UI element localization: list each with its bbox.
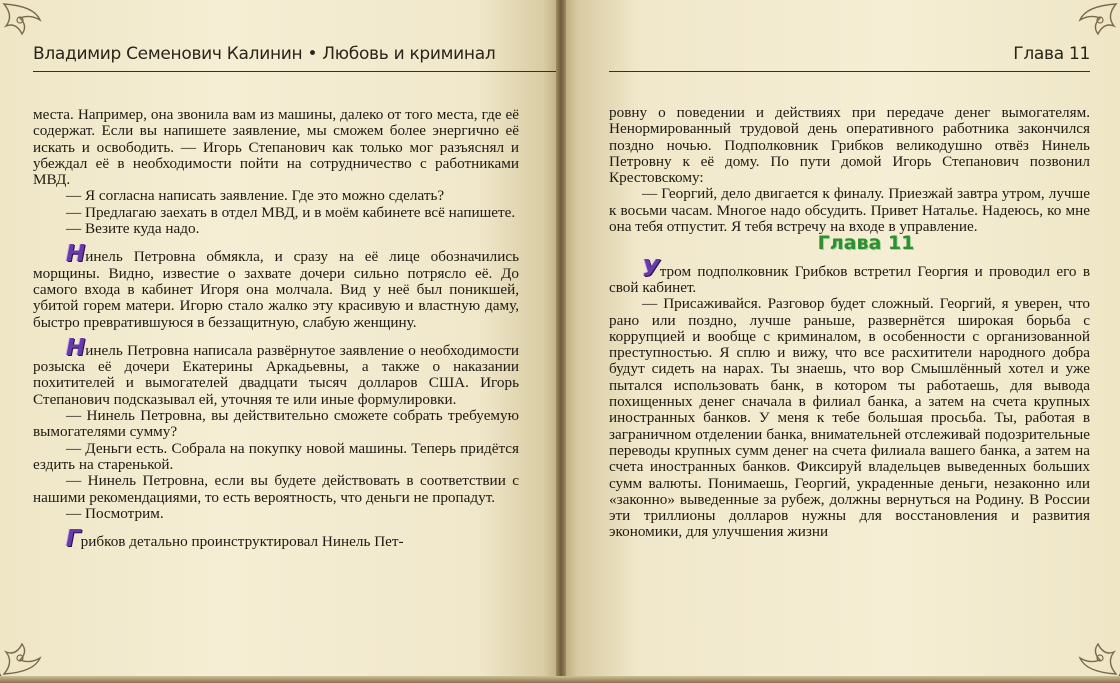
drop-cap: Н	[66, 334, 86, 361]
paragraph-text: — Посмотрим.	[66, 504, 164, 522]
right-page[interactable]	[561, 0, 1120, 678]
book-spine	[556, 0, 566, 683]
paragraph	[33, 506, 519, 522]
paragraph	[33, 526, 519, 553]
header-divider	[33, 71, 561, 72]
paragraph	[33, 241, 519, 331]
paragraph-text: — Присаживайся. Разговор будет сложный. Георгий, я уверен, что рано или поздно, лучше раньше, развернётся широкая борьба с коррупцией и вообще с криминалом, в особенности с организованной преступностью. Я сплю и вижу, что все расхитители народного добра будут сидеть на нарах. Ты знаешь, что вор Смышлённый хотел и уже пытался использовать банк, в котором ты работаешь, для вывода похищенных денег сначала в филиал банка, а затем на счета крупных иностранных банков. У меня к тебе большая просьба. Ты, работая в заграничном отделении банка, внимательней отслеживай подозрительные переводы крупных сумм денег на счета филиала вашего банка, а затем на счета иностранных банков. Фиксируй владельцев выведенных больших сумм валюты. Понимаешь, Георгий, украденные деньги, незаконно или «законно» выведенные за рубеж, должны вернуться на Родину. В России эти триллионы долларов нужны для восстановления и развития экономики, для улучшения жизни	[609, 295, 1090, 541]
paragraph-text: инель Петровна написала развёрнутое заявление о необходимости розыска её дочери Екатерины Аркадьевны, а также о наказании похитителей и вымогателей двадцати тысяч долларов США. Игорь Степанович подсказывал ей, уточняя те или иные формулировки.	[33, 341, 519, 408]
paragraph	[609, 186, 1090, 235]
chapter-title: Глава 11	[817, 232, 915, 255]
paragraph-text: инель Петровна обмякла, и сразу на её лице обозначились морщины. Видно, известие о захвате дочери сильно потрясло её. До самого входа в кабинет Игоря она молчала. Вид у неё был поникшей, убитой горем матери. Игорю стало жалко эту красивую и властную даму, быстро превратившуюся в беззащитную, слабую женщину.	[33, 248, 519, 331]
paragraph	[609, 296, 1090, 540]
paragraph	[609, 255, 1090, 297]
paragraph-text: — Предлагаю заехать в отдел МВД, и в моём кабинете всё напишете.	[66, 203, 516, 221]
paragraph	[33, 334, 519, 408]
paragraph-text: — Нинель Петровна, если вы будете действовать в соответствии с нашими рекомендациями, то есть вероятность, что деньги не пропадут.	[33, 472, 519, 506]
left-page-text	[33, 106, 519, 553]
paragraph-text: ровну о поведении и действиях при передаче денег вымогателям. Ненормированный трудовой день оперативного работника закончился поздно ночью. Подполковник Грибков великодушно отвёз Нинель Петровну к её дому. По пути домой Игорь Степанович позвонил Крестовскому:	[609, 104, 1090, 187]
chapter-header: Глава 11	[1013, 44, 1090, 64]
paragraph-text: — Нинель Петровна, вы действительно сможете собрать требуемую вымогателями сумму?	[33, 407, 519, 441]
paragraph	[33, 408, 519, 441]
paragraph	[33, 205, 519, 221]
right-page-text	[609, 105, 1090, 541]
paragraph	[609, 105, 1090, 186]
paragraph-text: рибков детально проинструктировал Нинель Пет-	[80, 533, 404, 551]
paragraph	[33, 473, 519, 506]
book-title-header: Владимир Семенович Калинин • Любовь и криминал	[33, 44, 496, 64]
page-edges	[0, 676, 1120, 683]
paragraph-text: — Везите куда надо.	[66, 220, 200, 238]
header-divider	[609, 71, 1090, 72]
left-page[interactable]	[0, 0, 561, 678]
paragraph	[33, 221, 519, 237]
paragraph-text: — Я согласна написать заявление. Где это можно сделать?	[66, 187, 445, 205]
paragraph	[33, 441, 519, 474]
paragraph	[33, 188, 519, 204]
drop-cap: Н	[66, 241, 86, 268]
paragraph-text: тром подполковник Грибков встретил Георгия и проводил его в свой кабинет.	[609, 262, 1090, 296]
paragraph-text: — Деньги есть. Собрала на покупку новой машины. Теперь придётся ездить на старенькой.	[33, 439, 519, 473]
paragraph	[33, 107, 519, 188]
drop-cap: У	[642, 255, 660, 282]
drop-cap: Г	[66, 526, 81, 553]
paragraph-text: места. Например, она звонила вам из машины, далеко от того места, где её содержат. Если вы напишете заявление, мы сможем более энергично её искать и освободить. — Игорь Степанович как только мог разъяснял и убеждал её в необходимости пойти на сотрудничество с работниками МВД.	[33, 106, 519, 189]
paragraph-text: — Георгий, дело двигается к финалу. Приезжай завтра утром, лучше к восьми часам. Многое надо обсудить. Привет Наталье. Надеюсь, ко мне она тебя отпустит. Я тебя встречу на входе в управление.	[609, 185, 1090, 236]
